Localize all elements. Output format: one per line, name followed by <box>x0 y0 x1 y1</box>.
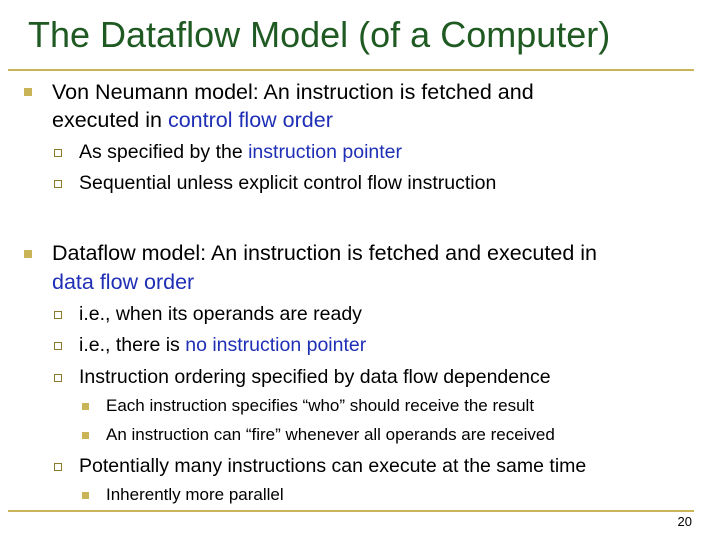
page-number: 20 <box>677 514 692 529</box>
sub-bullet-marker <box>54 374 62 382</box>
sub-bullet-no-pointer <box>79 334 366 357</box>
sub-sub-bullet-fire: An instruction can “fire” whenever all operands are received <box>106 425 555 444</box>
highlight-no-instruction-pointer: no instruction pointer <box>185 334 367 356</box>
slide-title: The Dataflow Model (of a Computer) <box>28 14 611 55</box>
footer-divider <box>8 510 694 512</box>
sub-bullet-operands-ready: i.e., when its operands are ready <box>79 303 362 325</box>
text: executed in <box>52 108 168 132</box>
highlight-data-flow-order: data flow order <box>52 270 195 294</box>
sub-bullet-sequential: Sequential unless explicit control flow instruction <box>79 172 497 194</box>
bullet-von-neumann-line2 <box>52 106 333 134</box>
title-divider <box>8 69 694 71</box>
sub-bullet-marker <box>54 311 62 319</box>
bullet-von-neumann-line1: Von Neumann model: An instruction is fetched and <box>52 80 534 104</box>
sub-sub-bullet-marker <box>82 432 89 439</box>
sub-bullet-marker <box>54 342 62 350</box>
sub-bullet-marker <box>54 149 62 157</box>
text: i.e., there is <box>79 334 186 356</box>
bullet-marker <box>24 88 32 96</box>
sub-bullet-marker <box>54 463 62 471</box>
sub-sub-bullet-marker <box>82 492 89 499</box>
sub-bullet-marker <box>54 180 62 188</box>
sub-bullet-ordering: Instruction ordering specified by data flow dependence <box>79 366 551 388</box>
bullet-marker <box>24 250 32 258</box>
sub-sub-bullet-inherently-parallel: Inherently more parallel <box>106 485 284 504</box>
sub-sub-bullet-who-receives: Each instruction specifies “who” should receive the result <box>106 396 535 415</box>
sub-bullet-parallel-execution: Potentially many instructions can execute at the same time <box>79 455 587 477</box>
highlight-control-flow-order: control flow order <box>167 108 333 132</box>
text: As specified by the <box>79 141 249 163</box>
highlight-instruction-pointer: instruction pointer <box>248 141 403 163</box>
bullet-dataflow-line1: Dataflow model: An instruction is fetched and executed in <box>52 241 597 265</box>
sub-bullet-instruction-pointer <box>79 141 402 164</box>
sub-sub-bullet-marker <box>82 403 89 410</box>
